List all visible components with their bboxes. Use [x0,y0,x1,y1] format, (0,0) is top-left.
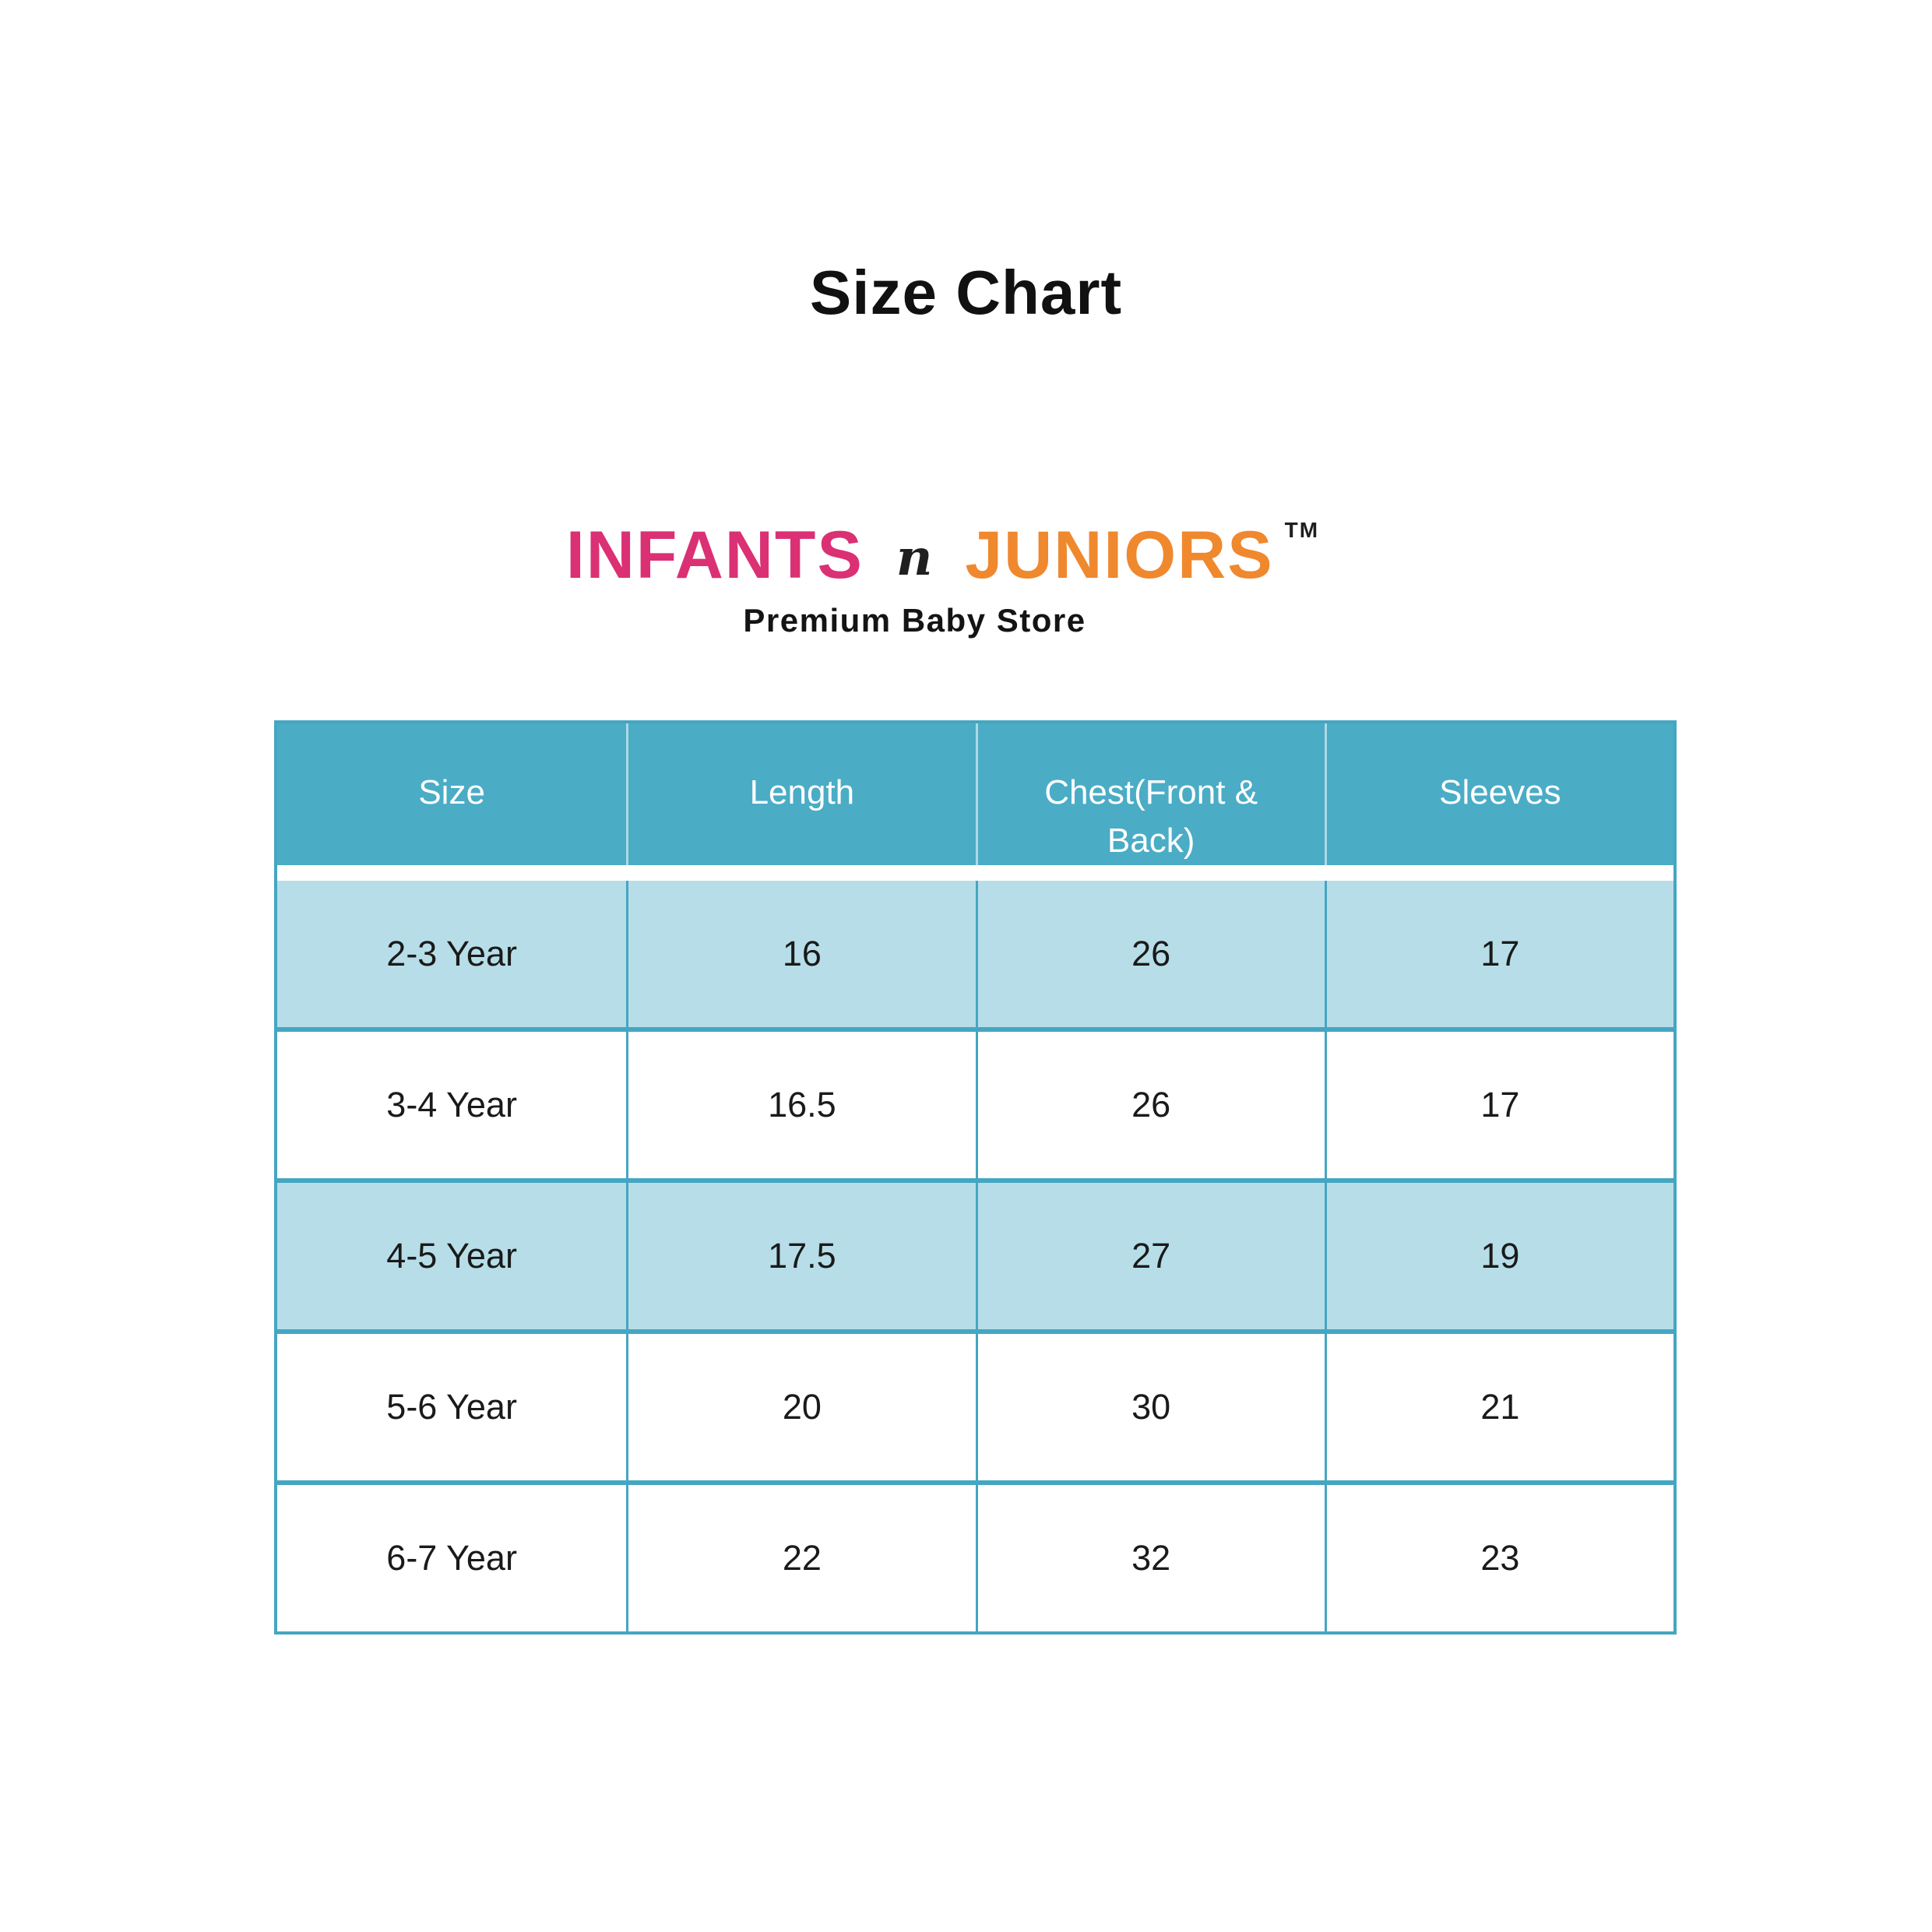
cell-size: 3-4 Year [386,1085,517,1124]
cell-chest: 26 [976,1032,1325,1178]
header-label-size: Size [418,773,485,811]
brand-logo [0,517,1909,639]
cell-length: 17.5 [626,1183,975,1329]
table-row-4-5-year [277,1178,1673,1329]
table-header-row [277,723,1673,865]
cell-length: 16.5 [626,1032,975,1178]
brand-wordmark [0,517,1909,594]
table-row-6-7-year [277,1480,1673,1631]
table-row-2-3-year [277,881,1673,1027]
header-label-chest: Chest(Front & Back) [1044,773,1258,860]
cell-chest: 30 [976,1334,1325,1480]
brand-word-infants: INFANTS [565,518,864,593]
table-row-3-4-year [277,1027,1673,1178]
header-cell-length [626,723,975,865]
brand-word-juniors: JUNIORS [965,518,1274,593]
header-cell-size [277,723,626,865]
cell-sleeves: 21 [1325,1334,1673,1480]
cell-chest: 26 [976,881,1325,1027]
brand-tagline: Premium Baby Store [743,602,1086,639]
cell-length: 16 [626,881,975,1027]
cell-length: 20 [626,1334,975,1480]
cell-size: 5-6 Year [386,1387,517,1427]
cell-chest: 32 [976,1485,1325,1631]
header-label-sleeves: Sleeves [1439,773,1561,811]
cell-sleeves: 17 [1325,881,1673,1027]
cell-sleeves: 23 [1325,1485,1673,1631]
header-cell-sleeves [1325,723,1673,865]
cell-size: 2-3 Year [386,934,517,973]
cell-size: 6-7 Year [386,1538,517,1578]
header-label-length: Length [749,773,855,811]
cell-sleeves: 19 [1325,1183,1673,1329]
header-cell-chest [976,723,1325,865]
size-chart-table [274,720,1677,1635]
table-row-5-6-year [277,1329,1673,1480]
brand-connector-n: n [896,529,933,587]
trademark-symbol: TM [1284,518,1320,542]
header-divider-gap [277,865,1673,881]
cell-sleeves: 17 [1325,1032,1673,1178]
cell-chest: 27 [976,1183,1325,1329]
cell-length: 22 [626,1485,975,1631]
page-title: Size Chart [809,258,1123,327]
cell-size: 4-5 Year [386,1236,517,1276]
